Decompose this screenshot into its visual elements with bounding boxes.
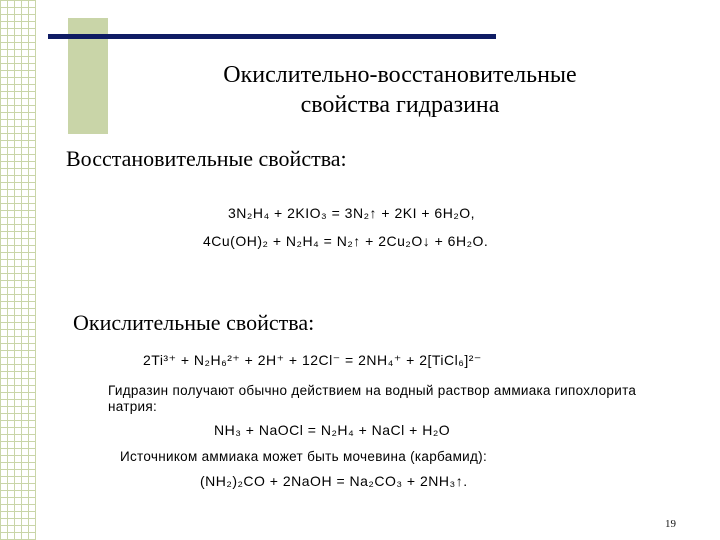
ammonia-source-equation: (NH₂)₂CO + 2NaOH = Na₂CO₃ + 2NH₃↑. — [200, 473, 468, 489]
reducing-properties-heading: Восстановительные свойства: — [66, 146, 347, 171]
reducing-equation-1: 3N₂H₄ + 2KIO₃ = 3N₂↑ + 2KI + 6H₂O, — [228, 205, 476, 221]
slide-title-line1: Окислительно-восстановительные — [223, 62, 577, 88]
oxidizing-equation: 2Ti³⁺ + N₂H₆²⁺ + 2H⁺ + 12Cl⁻ = 2NH₄⁺ + 2[TiCl₆]²⁻ — [143, 352, 482, 368]
decorative-grid-strip — [0, 0, 36, 540]
ammonia-source-note: Источником аммиака может быть мочевина (карбамид): — [120, 449, 488, 464]
slide-title — [150, 60, 650, 120]
page-number: 19 — [665, 518, 676, 530]
reducing-equation-2: 4Cu(OH)₂ + N₂H₄ = N₂↑ + 2Cu₂O↓ + 6H₂O. — [203, 233, 489, 249]
preparation-note: Гидразин получают обычно действием на водный раствор аммиака гипохлорита натрия: — [108, 383, 637, 414]
preparation-equation: NH₃ + NaOCl = N₂H₄ + NaCl + H₂O — [214, 422, 451, 438]
slide-title-line2: свойства гидразина — [300, 92, 500, 118]
oxidizing-properties-heading: Окислительные свойства: — [73, 310, 315, 335]
title-bar — [48, 34, 496, 39]
